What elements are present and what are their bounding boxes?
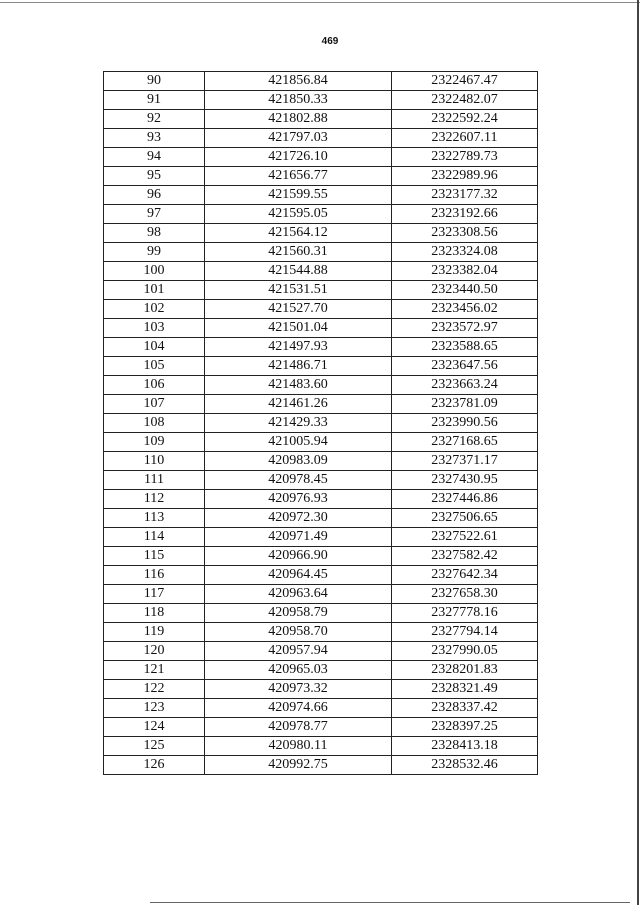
point-number-cell: 100 [104, 262, 205, 281]
point-number-cell: 115 [104, 547, 205, 566]
table-row [104, 319, 538, 338]
table-row [104, 243, 538, 262]
point-number-cell: 116 [104, 566, 205, 585]
x-coordinate-cell: 420978.45 [205, 471, 392, 490]
y-coordinate-cell: 2322467.47 [392, 72, 538, 91]
table-row [104, 490, 538, 509]
y-coordinate-cell: 2327582.42 [392, 547, 538, 566]
point-number-cell: 98 [104, 224, 205, 243]
point-number-cell: 121 [104, 661, 205, 680]
x-coordinate-cell: 421527.70 [205, 300, 392, 319]
x-coordinate-cell: 420966.90 [205, 547, 392, 566]
x-coordinate-cell: 420974.66 [205, 699, 392, 718]
y-coordinate-cell: 2328397.25 [392, 718, 538, 737]
y-coordinate-cell: 2323440.50 [392, 281, 538, 300]
point-number-cell: 122 [104, 680, 205, 699]
point-number-cell: 97 [104, 205, 205, 224]
table-row [104, 737, 538, 756]
table-row [104, 699, 538, 718]
y-coordinate-cell: 2323647.56 [392, 357, 538, 376]
table-row [104, 718, 538, 737]
table-row [104, 566, 538, 585]
point-number-cell: 120 [104, 642, 205, 661]
table-row [104, 585, 538, 604]
y-coordinate-cell: 2327371.17 [392, 452, 538, 471]
table-row [104, 186, 538, 205]
table-row [104, 414, 538, 433]
x-coordinate-cell: 421595.05 [205, 205, 392, 224]
table-row [104, 756, 538, 775]
y-coordinate-cell: 2323588.65 [392, 338, 538, 357]
y-coordinate-cell: 2322592.24 [392, 110, 538, 129]
x-coordinate-cell: 421429.33 [205, 414, 392, 433]
point-number-cell: 93 [104, 129, 205, 148]
x-coordinate-cell: 420957.94 [205, 642, 392, 661]
table-row [104, 91, 538, 110]
point-number-cell: 124 [104, 718, 205, 737]
point-number-cell: 101 [104, 281, 205, 300]
y-coordinate-cell: 2322607.11 [392, 129, 538, 148]
x-coordinate-cell: 420964.45 [205, 566, 392, 585]
point-number-cell: 106 [104, 376, 205, 395]
y-coordinate-cell: 2322989.96 [392, 167, 538, 186]
y-coordinate-cell: 2327794.14 [392, 623, 538, 642]
x-coordinate-cell: 420978.77 [205, 718, 392, 737]
y-coordinate-cell: 2327778.16 [392, 604, 538, 623]
table-row [104, 72, 538, 91]
x-coordinate-cell: 421802.88 [205, 110, 392, 129]
y-coordinate-cell: 2327506.65 [392, 509, 538, 528]
point-number-cell: 108 [104, 414, 205, 433]
x-coordinate-cell: 420965.03 [205, 661, 392, 680]
table-row [104, 300, 538, 319]
y-coordinate-cell: 2323572.97 [392, 319, 538, 338]
point-number-cell: 123 [104, 699, 205, 718]
y-coordinate-cell: 2327168.65 [392, 433, 538, 452]
y-coordinate-cell: 2328413.18 [392, 737, 538, 756]
x-coordinate-cell: 420976.93 [205, 490, 392, 509]
y-coordinate-cell: 2327642.34 [392, 566, 538, 585]
table-row [104, 338, 538, 357]
point-number-cell: 91 [104, 91, 205, 110]
point-number-cell: 96 [104, 186, 205, 205]
table-row [104, 395, 538, 414]
table-row [104, 604, 538, 623]
table-row [104, 224, 538, 243]
point-number-cell: 110 [104, 452, 205, 471]
x-coordinate-cell: 420971.49 [205, 528, 392, 547]
x-coordinate-cell: 421486.71 [205, 357, 392, 376]
x-coordinate-cell: 421797.03 [205, 129, 392, 148]
x-coordinate-cell: 420992.75 [205, 756, 392, 775]
point-number-cell: 99 [104, 243, 205, 262]
point-number-cell: 126 [104, 756, 205, 775]
table-row [104, 376, 538, 395]
x-coordinate-cell: 420983.09 [205, 452, 392, 471]
table-row [104, 281, 538, 300]
y-coordinate-cell: 2328532.46 [392, 756, 538, 775]
table-row [104, 528, 538, 547]
table-row [104, 452, 538, 471]
scan-edge-top [0, 2, 640, 3]
x-coordinate-cell: 421531.51 [205, 281, 392, 300]
x-coordinate-cell: 420973.32 [205, 680, 392, 699]
x-coordinate-cell: 420958.70 [205, 623, 392, 642]
y-coordinate-cell: 2323382.04 [392, 262, 538, 281]
y-coordinate-cell: 2328201.83 [392, 661, 538, 680]
scan-edge-right [637, 0, 639, 905]
point-number-cell: 103 [104, 319, 205, 338]
x-coordinate-cell: 421005.94 [205, 433, 392, 452]
y-coordinate-cell: 2323990.56 [392, 414, 538, 433]
table-row [104, 623, 538, 642]
table-row [104, 433, 538, 452]
point-number-cell: 107 [104, 395, 205, 414]
point-number-cell: 114 [104, 528, 205, 547]
table-row [104, 357, 538, 376]
x-coordinate-cell: 421856.84 [205, 72, 392, 91]
point-number-cell: 117 [104, 585, 205, 604]
point-number-cell: 113 [104, 509, 205, 528]
table-row [104, 509, 538, 528]
table-row [104, 661, 538, 680]
table-row [104, 205, 538, 224]
x-coordinate-cell: 421483.60 [205, 376, 392, 395]
x-coordinate-cell: 421560.31 [205, 243, 392, 262]
y-coordinate-cell: 2323663.24 [392, 376, 538, 395]
table-row [104, 262, 538, 281]
x-coordinate-cell: 421656.77 [205, 167, 392, 186]
x-coordinate-cell: 420963.64 [205, 585, 392, 604]
coordinates-table [103, 71, 538, 775]
x-coordinate-cell: 421564.12 [205, 224, 392, 243]
y-coordinate-cell: 2328321.49 [392, 680, 538, 699]
y-coordinate-cell: 2323456.02 [392, 300, 538, 319]
table-row [104, 547, 538, 566]
y-coordinate-cell: 2327430.95 [392, 471, 538, 490]
table-row [104, 680, 538, 699]
page-number: 469 [321, 36, 339, 47]
y-coordinate-cell: 2323177.32 [392, 186, 538, 205]
table-row [104, 642, 538, 661]
point-number-cell: 94 [104, 148, 205, 167]
x-coordinate-cell: 421501.04 [205, 319, 392, 338]
y-coordinate-cell: 2327658.30 [392, 585, 538, 604]
coordinates-table-body [104, 72, 538, 775]
point-number-cell: 102 [104, 300, 205, 319]
point-number-cell: 112 [104, 490, 205, 509]
y-coordinate-cell: 2322482.07 [392, 91, 538, 110]
x-coordinate-cell: 421850.33 [205, 91, 392, 110]
x-coordinate-cell: 421726.10 [205, 148, 392, 167]
y-coordinate-cell: 2327522.61 [392, 528, 538, 547]
point-number-cell: 125 [104, 737, 205, 756]
point-number-cell: 118 [104, 604, 205, 623]
y-coordinate-cell: 2323324.08 [392, 243, 538, 262]
x-coordinate-cell: 420972.30 [205, 509, 392, 528]
table-row [104, 167, 538, 186]
point-number-cell: 119 [104, 623, 205, 642]
point-number-cell: 111 [104, 471, 205, 490]
y-coordinate-cell: 2323308.56 [392, 224, 538, 243]
x-coordinate-cell: 420980.11 [205, 737, 392, 756]
point-number-cell: 95 [104, 167, 205, 186]
scan-edge-bottom [150, 902, 630, 903]
y-coordinate-cell: 2328337.42 [392, 699, 538, 718]
table-row [104, 129, 538, 148]
y-coordinate-cell: 2323192.66 [392, 205, 538, 224]
x-coordinate-cell: 421599.55 [205, 186, 392, 205]
x-coordinate-cell: 421461.26 [205, 395, 392, 414]
table-row [104, 471, 538, 490]
table-row [104, 110, 538, 129]
table-row [104, 148, 538, 167]
point-number-cell: 104 [104, 338, 205, 357]
point-number-cell: 92 [104, 110, 205, 129]
y-coordinate-cell: 2322789.73 [392, 148, 538, 167]
point-number-cell: 90 [104, 72, 205, 91]
y-coordinate-cell: 2327446.86 [392, 490, 538, 509]
point-number-cell: 109 [104, 433, 205, 452]
x-coordinate-cell: 421544.88 [205, 262, 392, 281]
y-coordinate-cell: 2323781.09 [392, 395, 538, 414]
point-number-cell: 105 [104, 357, 205, 376]
y-coordinate-cell: 2327990.05 [392, 642, 538, 661]
x-coordinate-cell: 421497.93 [205, 338, 392, 357]
x-coordinate-cell: 420958.79 [205, 604, 392, 623]
